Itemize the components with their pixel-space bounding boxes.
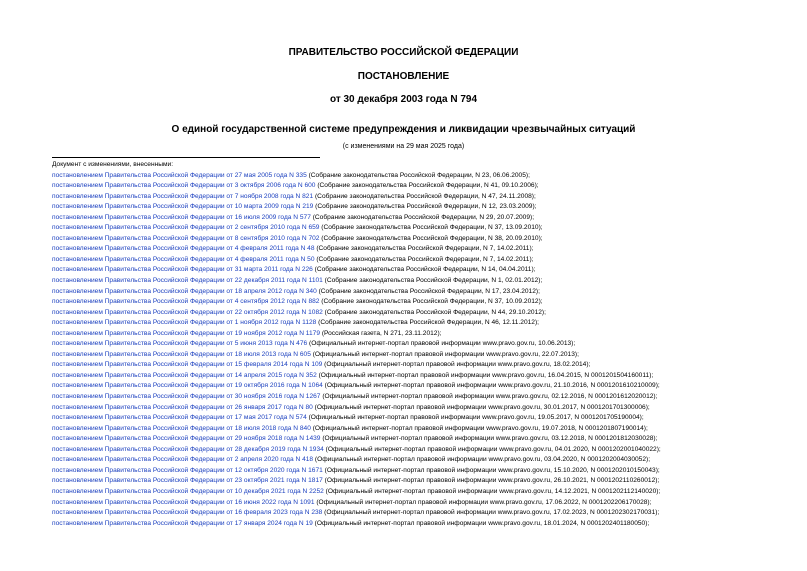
amendment-link[interactable]: постановлением Правительства Российской Федерации от 27 мая 2005 года N 335 xyxy=(52,171,307,179)
amendments-intro: Документ с изменениями, внесенными: xyxy=(52,161,174,168)
amendment-source: (Официальный интернет-портал правовой информации www.pravo.gov.ru, 26.10.2021, N 0001202110260012); xyxy=(322,477,660,485)
amendment-item xyxy=(52,508,797,519)
amendment-link[interactable]: постановлением Правительства Российской Федерации от 17 января 2024 года N 19 xyxy=(52,519,313,527)
amendment-item xyxy=(52,192,797,203)
amendment-item xyxy=(52,329,797,340)
amendment-source: (Официальный интернет-портал правовой информации www.pravo.gov.ru, 21.10.2016, N 0001201610210009); xyxy=(322,382,660,390)
amendment-link[interactable]: постановлением Правительства Российской Федерации от 15 февраля 2014 года N 109 xyxy=(52,361,323,369)
amendment-source: (Собрание законодательства Российской Федерации, N 12, 23.03.2009); xyxy=(313,203,537,211)
amendment-source: (Официальный интернет-портал правовой информации www.pravo.gov.ru, 02.12.2016, N 0001201612020012); xyxy=(320,393,658,401)
amendment-link[interactable]: постановлением Правительства Российской Федерации от 16 июня 2022 года N 1091 xyxy=(52,498,315,506)
amendment-item xyxy=(52,476,797,487)
amendment-link[interactable]: постановлением Правительства Российской Федерации от 4 сентября 2012 года N 882 xyxy=(52,298,320,306)
amendment-item xyxy=(52,392,797,403)
amendment-item xyxy=(52,234,797,245)
amendment-link[interactable]: постановлением Правительства Российской Федерации от 22 декабря 2011 года N 1101 xyxy=(52,277,323,285)
amendment-item xyxy=(52,487,797,498)
amendment-source: (Собрание законодательства Российской Федерации, N 46, 12.11.2012); xyxy=(316,319,539,327)
amendment-item xyxy=(52,297,797,308)
amendment-source: (Официальный интернет-портал правовой информации www.pravo.gov.ru, 19.07.2018, N 0001201807190014); xyxy=(310,424,648,432)
amendment-item xyxy=(52,171,797,182)
amendment-link[interactable]: постановлением Правительства Российской Федерации от 23 октября 2021 года N 1817 xyxy=(52,477,323,485)
date-number-heading: от 30 декабря 2003 года N 794 xyxy=(329,94,478,105)
amendment-source: (Официальный интернет-портал правовой информации www.pravo.gov.ru, 30.01.2017, N 0001201701300006); xyxy=(312,403,650,411)
amendment-source: (Официальный интернет-портал правовой информации www.pravo.gov.ru, 17.06.2022, N 0001202206170028); xyxy=(314,498,652,506)
amendment-link[interactable]: постановлением Правительства Российской Федерации от 3 октября 2006 года N 600 xyxy=(52,182,316,190)
amendment-item xyxy=(52,287,797,298)
amendment-link[interactable]: постановлением Правительства Российской Федерации от 16 февраля 2023 года N 238 xyxy=(52,509,323,517)
amendment-source: (Собрание законодательства Российской Федерации, N 7, 14.02.2011); xyxy=(314,255,534,263)
amendment-item xyxy=(52,339,797,350)
amendment-item xyxy=(52,434,797,445)
amendment-source: (Официальный интернет-портал правовой информации www.pravo.gov.ru, 22.07.2013); xyxy=(310,350,579,358)
amendments-rows xyxy=(52,171,797,530)
amendment-item xyxy=(52,498,797,509)
amendment-item xyxy=(52,466,797,477)
amendment-item xyxy=(52,181,797,192)
amendment-item xyxy=(52,424,797,435)
amendment-item xyxy=(52,213,797,224)
divider-line xyxy=(52,157,320,158)
amendment-link[interactable]: постановлением Правительства Российской Федерации от 16 июля 2009 года N 577 xyxy=(52,213,311,221)
amendment-item xyxy=(52,350,797,361)
amendment-source: (Российская газета, N 271, 23.11.2012); xyxy=(320,329,442,337)
amendment-item xyxy=(52,265,797,276)
amendment-item xyxy=(52,371,797,382)
amendments-list xyxy=(52,160,797,529)
amendment-source: (Собрание законодательства Российской Федерации, N 41, 09.10.2006); xyxy=(315,182,539,190)
amendment-source: (Официальный интернет-портал правовой информации www.pravo.gov.ru, 17.02.2023, N 0001202302170031); xyxy=(322,509,660,517)
amendment-source: (Официальный интернет-портал правовой информации www.pravo.gov.ru, 04.01.2020, N 0001202001040022); xyxy=(323,445,661,453)
amendment-source: (Официальный интернет-портал правовой информации www.pravo.gov.ru, 14.12.2021, N 0001202112140020); xyxy=(323,487,661,495)
amendment-link[interactable]: постановлением Правительства Российской Федерации от 4 февраля 2011 года N 50 xyxy=(52,255,315,263)
amendment-link[interactable]: постановлением Правительства Российской Федерации от 2 апреля 2020 года N 418 xyxy=(52,456,314,464)
amendment-link[interactable]: постановлением Правительства Российской Федерации от 18 апреля 2012 года N 340 xyxy=(52,287,317,295)
amendment-source: (Собрание законодательства Российской Федерации, N 44, 29.10.2012); xyxy=(322,308,546,316)
amendment-item xyxy=(52,318,797,329)
amendment-source: (Собрание законодательства Российской Федерации, N 38, 20.09.2010); xyxy=(319,234,543,242)
amendment-link[interactable]: постановлением Правительства Российской Федерации от 30 ноября 2016 года N 1267 xyxy=(52,393,321,401)
amendment-link[interactable]: постановлением Правительства Российской Федерации от 12 октября 2020 года N 1671 xyxy=(52,466,323,474)
amendment-item xyxy=(52,223,797,234)
amendment-source: (Официальный интернет-портал правовой информации www.pravo.gov.ru, 15.10.2020, N 0001202010150043); xyxy=(322,466,660,474)
amendment-source: (Собрание законодательства Российской Федерации, N 47, 24.11.2008); xyxy=(313,192,536,200)
amendment-item xyxy=(52,276,797,287)
doc-type-heading: ПОСТАНОВЛЕНИЕ xyxy=(357,71,450,82)
document-title: О единой государственной системе предупреждения и ликвидации чрезвычайных ситуаций xyxy=(171,124,636,135)
amendment-source: (Официальный интернет-портал правовой информации www.pravo.gov.ru, 03.04.2020, N 0001202004030052); xyxy=(313,456,651,464)
amendment-source: (Собрание законодательства Российской Федерации, N 1, 02.01.2012); xyxy=(322,277,543,285)
amendment-link[interactable]: постановлением Правительства Российской Федерации от 29 ноября 2018 года N 1439 xyxy=(52,435,321,443)
amendment-link[interactable]: постановлением Правительства Российской Федерации от 10 декабря 2021 года N 2252 xyxy=(52,487,324,495)
amendment-link[interactable]: постановлением Правительства Российской Федерации от 28 декабря 2019 года N 1934 xyxy=(52,445,324,453)
amendment-item xyxy=(52,255,797,266)
amendment-source: (Собрание законодательства Российской Федерации, N 23, 06.06.2005); xyxy=(306,171,530,179)
amendment-item xyxy=(52,308,797,319)
amendment-item xyxy=(52,455,797,466)
amendment-link[interactable]: постановлением Правительства Российской Федерации от 10 марта 2009 года N 219 xyxy=(52,203,314,211)
amendment-source: (Собрание законодательства Российской Федерации, N 29, 20.07.2009); xyxy=(310,213,535,221)
amendment-source: (Собрание законодательства Российской Федерации, N 17, 23.04.2012); xyxy=(316,287,540,295)
amendment-link[interactable]: постановлением Правительства Российской Федерации от 19 октября 2016 года N 1064 xyxy=(52,382,323,390)
amendment-link[interactable]: постановлением Правительства Российской Федерации от 2 сентября 2010 года N 659 xyxy=(52,224,320,232)
government-heading: ПРАВИТЕЛЬСТВО РОССИЙСКОЙ ФЕДЕРАЦИИ xyxy=(288,47,519,58)
amendment-link[interactable]: постановлением Правительства Российской Федерации от 8 сентября 2010 года N 702 xyxy=(52,234,320,242)
amendment-link[interactable]: постановлением Правительства Российской Федерации от 19 ноября 2012 года N 1179 xyxy=(52,329,320,337)
amendment-link[interactable]: постановлением Правительства Российской Федерации от 7 ноября 2008 года N 821 xyxy=(52,192,314,200)
amendment-link[interactable]: постановлением Правительства Российской Федерации от 18 июля 2018 года N 840 xyxy=(52,424,311,432)
amendment-source: (Официальный интернет-портал правовой информации www.pravo.gov.ru, 03.12.2018, N 0001201812030028); xyxy=(320,435,658,443)
amendment-link[interactable]: постановлением Правительства Российской Федерации от 18 июля 2013 года N 605 xyxy=(52,350,311,358)
amendment-source: (Собрание законодательства Российской Федерации, N 7, 14.02.2011); xyxy=(314,245,534,253)
amendment-link[interactable]: постановлением Правительства Российской Федерации от 4 февраля 2011 года N 48 xyxy=(52,245,315,253)
amendment-item xyxy=(52,445,797,456)
amendment-link[interactable]: постановлением Правительства Российской Федерации от 26 января 2017 года N 80 xyxy=(52,403,313,411)
amendment-link[interactable]: постановлением Правительства Российской Федерации от 31 марта 2011 года N 226 xyxy=(52,266,313,274)
amendment-link[interactable]: постановлением Правительства Российской Федерации от 22 октября 2012 года N 1082 xyxy=(52,308,323,316)
amendment-link[interactable]: постановлением Правительства Российской Федерации от 1 ноября 2012 года N 1128 xyxy=(52,319,317,327)
amendment-source: (Официальный интернет-портал правовой информации www.pravo.gov.ru, 19.05.2017, N 0001201705190004); xyxy=(306,414,644,422)
amendment-item xyxy=(52,360,797,371)
amendment-link[interactable]: постановлением Правительства Российской Федерации от 5 июня 2013 года N 476 xyxy=(52,340,308,348)
amendment-source: (Официальный интернет-портал правовой информации www.pravo.gov.ru, 16.04.2015, N 0001201504160011); xyxy=(316,371,654,379)
amendment-source: (Собрание законодательства Российской Федерации, N 14, 04.04.2011); xyxy=(312,266,536,274)
amendment-item xyxy=(52,403,797,414)
amendment-source: (Собрание законодательства Российской Федерации, N 37, 13.09.2010); xyxy=(319,224,543,232)
revision-note: (с изменениями на 29 мая 2025 года) xyxy=(342,143,465,150)
amendment-source: (Собрание законодательства Российской Федерации, N 37, 10.09.2012); xyxy=(319,298,543,306)
amendment-item xyxy=(52,381,797,392)
amendment-link[interactable]: постановлением Правительства Российской Федерации от 14 апреля 2015 года N 352 xyxy=(52,371,317,379)
amendment-item xyxy=(52,244,797,255)
amendment-source: (Официальный интернет-портал правовой информации www.pravo.gov.ru, 10.06.2013); xyxy=(307,340,576,348)
amendment-source: (Официальный интернет-портал правовой информации www.pravo.gov.ru, 18.01.2024, N 0001202401180050); xyxy=(312,519,650,527)
amendment-item xyxy=(52,519,797,530)
amendment-item xyxy=(52,413,797,424)
amendment-item xyxy=(52,202,797,213)
amendment-source: (Официальный интернет-портал правовой информации www.pravo.gov.ru, 18.02.2014); xyxy=(322,361,591,369)
amendment-link[interactable]: постановлением Правительства Российской Федерации от 17 мая 2017 года N 574 xyxy=(52,414,307,422)
